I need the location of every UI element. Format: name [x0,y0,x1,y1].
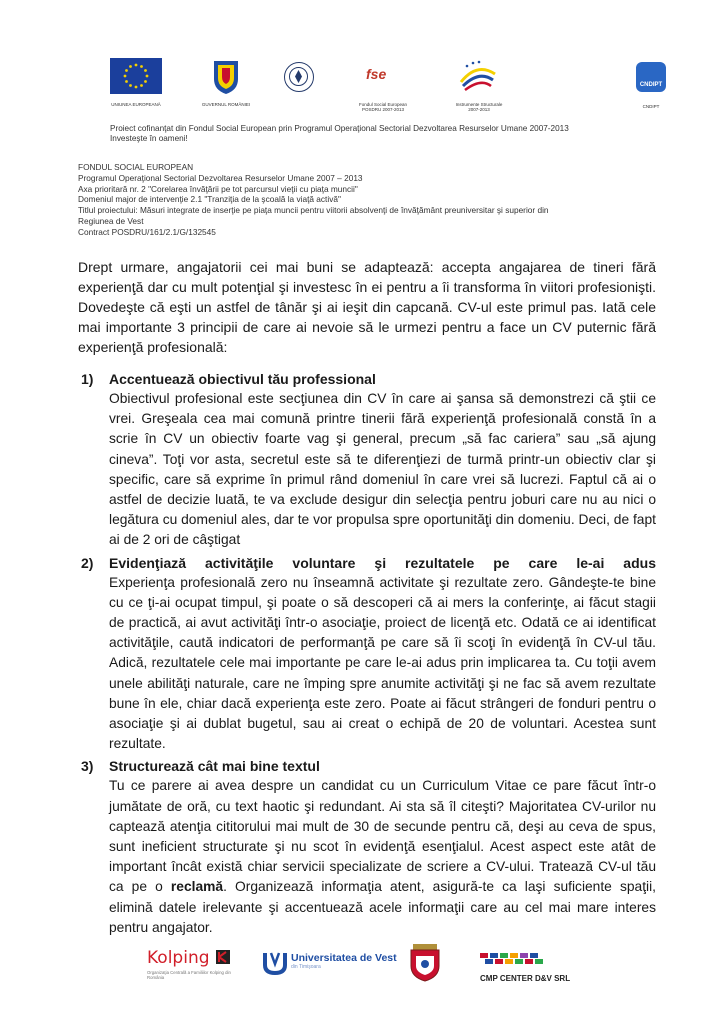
cndipt-mark: CNDIPT [639,82,663,88]
section-3-heading [81,756,656,776]
invest-in-people-line: Investeşte în oameni! [110,134,188,143]
cofinancing-line: Proiect cofinanţat din Fondul Social European prin Programul Operaţional Sectorial Dezvoltarea Resurselor Umane 2007-2013 [110,124,569,133]
fse-caption-2: POSDRU 2007-2013 [361,107,405,112]
crest-logo [408,944,442,987]
uvt-name: Universitatea de Vest [291,952,397,964]
kolping-name: Kolping [147,948,210,968]
structural-instruments-icon [455,56,499,96]
article-body [78,257,656,938]
cndipt-caption: CNDIPT [642,104,660,109]
header-project-title: Titlul proiectului: Măsuri integrate de inserţie pe piaţa muncii pentru viitorii absolvenţi de învăţământ preuniversitar şi superior din [78,205,549,216]
uvt-emblem-icon [262,950,288,976]
section-1 [81,369,656,551]
header-contract: Contract POSDRU/161/2.1/G/132545 [78,226,216,237]
cmp-center-name: CMP CENTER D&V SRL [480,974,571,983]
fse-logo: fse [366,66,387,82]
kolping-subtitle: Organizaţia Centrală a Familiilor Kolping din România [147,970,231,980]
kolping-k-icon [216,950,230,964]
is-caption-1: Instrumente Structurale [455,102,503,107]
section-2-number: 2) [81,554,94,571]
section-3-body-end: . Organizează informaţia atent, asigură-te ca laşi suficiente spaţii, elimină datele irelevante şi accentuează acele informaţii care au cel mai mare interes pentru angajator. [109,879,657,935]
section-3 [81,756,657,938]
section-1-body: Obiectivul profesional este secţiunea din CV în care ai şansa să demonstrezi că ştii ce vrei. Greşeala cea mai comună printre tinerii fără experienţă profesională constă în a scrie în CV un obiectiv foarte vag şi general, precum „să fac cariera” sau „să ajung cineva”. Toţi vor asta, secretul este să te diferenţiezi de turmă printr-un obiectiv clar şi specific, care să exprime în primul rând domeniul în care vrei să lucrezi. Faptul că ai o astfel de decizie luată, te va exclude desigur din selecţia pentru joburi care nu au nici o legătura cu domeniul ales, dar te vor propulsa spre oportunităţi din domeniu. Deci, de fapt ai de 2 ori de câştigat [109,391,656,548]
section-1-title: Accentuează obiectivul tău professional [109,371,376,387]
section-1-heading [81,369,656,389]
section-1-number: 1) [81,371,94,387]
eu-caption: UNIUNEA EUROPEANĂ [111,102,161,107]
header-priority-axis: Axa prioritară nr. 2 "Corelarea învăţării pe tot parcursul vieţii cu piaţa muncii" [78,183,358,194]
seal-icon [285,63,312,90]
header-programme: Programul Operaţional Sectorial Dezvoltarea Resurselor Umane 2007 – 2013 [78,172,363,183]
cmp-center-logo [480,952,570,983]
fse-caption-1: Fondul Social European [358,102,408,107]
section-3-body-emphasis: reclamă [170,879,224,895]
uvt-subtitle: din Timişoara [291,964,321,970]
uvt-logo [262,950,412,980]
is-caption-2: 2007-2013 [468,107,490,112]
section-2-body: Experienţa profesională zero nu înseamnă activitate şi rezultate zero. Gândeşte-te bine cu ce ţi-ai ocupat timpul, şi poate o să descoperi că ai mers la conferinţe, ai făcut stagii de practică, ai avut activităţi într-o asociaţie, proiect de licenţă etc. Odată ce ai identificat activităţile, caută indicatori de performanţă pe care să îi scoţi în evidenţă în CV-ul tău. Adică, rezultatele cele mai importante pe care le-ai adus prin implicarea ta. Cu toţii avem unele abilităţi naturale, care ne împing spre anumite activităţi şi ne fac să avem rezultate bune în ele, chiar dacă experienţa este zero. Poate ai făcut strângeri de fonduri pentru o asociaţie şi ai dublat bugetul, sau ai creat o echipă de 20 de voluntari. Acestea sunt rezultate. [109,574,656,752]
cmp-center-blocks-icon [480,953,552,965]
eu-stars-icon [110,58,162,94]
coat-of-arms-icon [211,57,241,95]
ministry-seal-logo [284,62,314,92]
section-2 [81,553,656,755]
romania-coat-of-arms-logo [211,57,241,95]
section-2-heading [81,553,656,573]
section-3-number: 3) [81,758,94,775]
crest-icon [408,944,442,982]
section-3-body [109,776,656,938]
project-header [78,162,708,238]
header-region: Regiunea de Vest [78,215,144,226]
kolping-logo [147,948,231,980]
section-2-title: Evidenţiază activităţile voluntare şi rezultatele pe care le-ai adus [109,554,656,571]
header-intervention-domain: Domeniul major de intervenţie 2.1 "Tranziţia de la şcoală la viaţă activă" [78,194,341,205]
intro-paragraph: Drept urmare, angajatorii cei mai buni se adaptează: accepta angajarea de tineri fără experienţă dar cu mult potenţial şi investesc în ei pentru a îi transforma în viitori profesionişti. Dovedeşte că eşti un astfel de tânăr şi ai ieşit din capcană. CV-ul este primul pas. Iată cele mai importante 3 principii de care ai nevoie să le urmezi pentru a face un CV puternic fără experienţă profesională: [78,259,656,355]
structural-instruments-logo [455,56,499,96]
section-3-title: Structurează cât mai bine textul [109,758,320,775]
project-cofinancing-note [110,124,670,144]
section-3-body-start: Tu ce parere ai avea despre un candidat cu un Curriculum Vitae ce pare făcut într-o jumătate de oră, cu text haotic şi redundant. Ai sta să îl citeşti? Majoritatea CV-urilor nu captează atenţia cititorului mai mult de 30 de secunde pentru că, deşi au ceva de spus, sunt ineficient structurate şi nu scot în evidenţă esenţialul. Acest aspect este atât de important încât există chiar servicii specializate de scriere a CV-ului. Tratează CV-ul tău ca pe o [109,778,656,895]
cndipt-logo [636,62,666,92]
gov-caption: GUVERNUL ROMÂNIEI [201,102,251,107]
eu-flag-logo [110,58,162,94]
header-fund: FONDUL SOCIAL EUROPEAN [78,162,194,172]
